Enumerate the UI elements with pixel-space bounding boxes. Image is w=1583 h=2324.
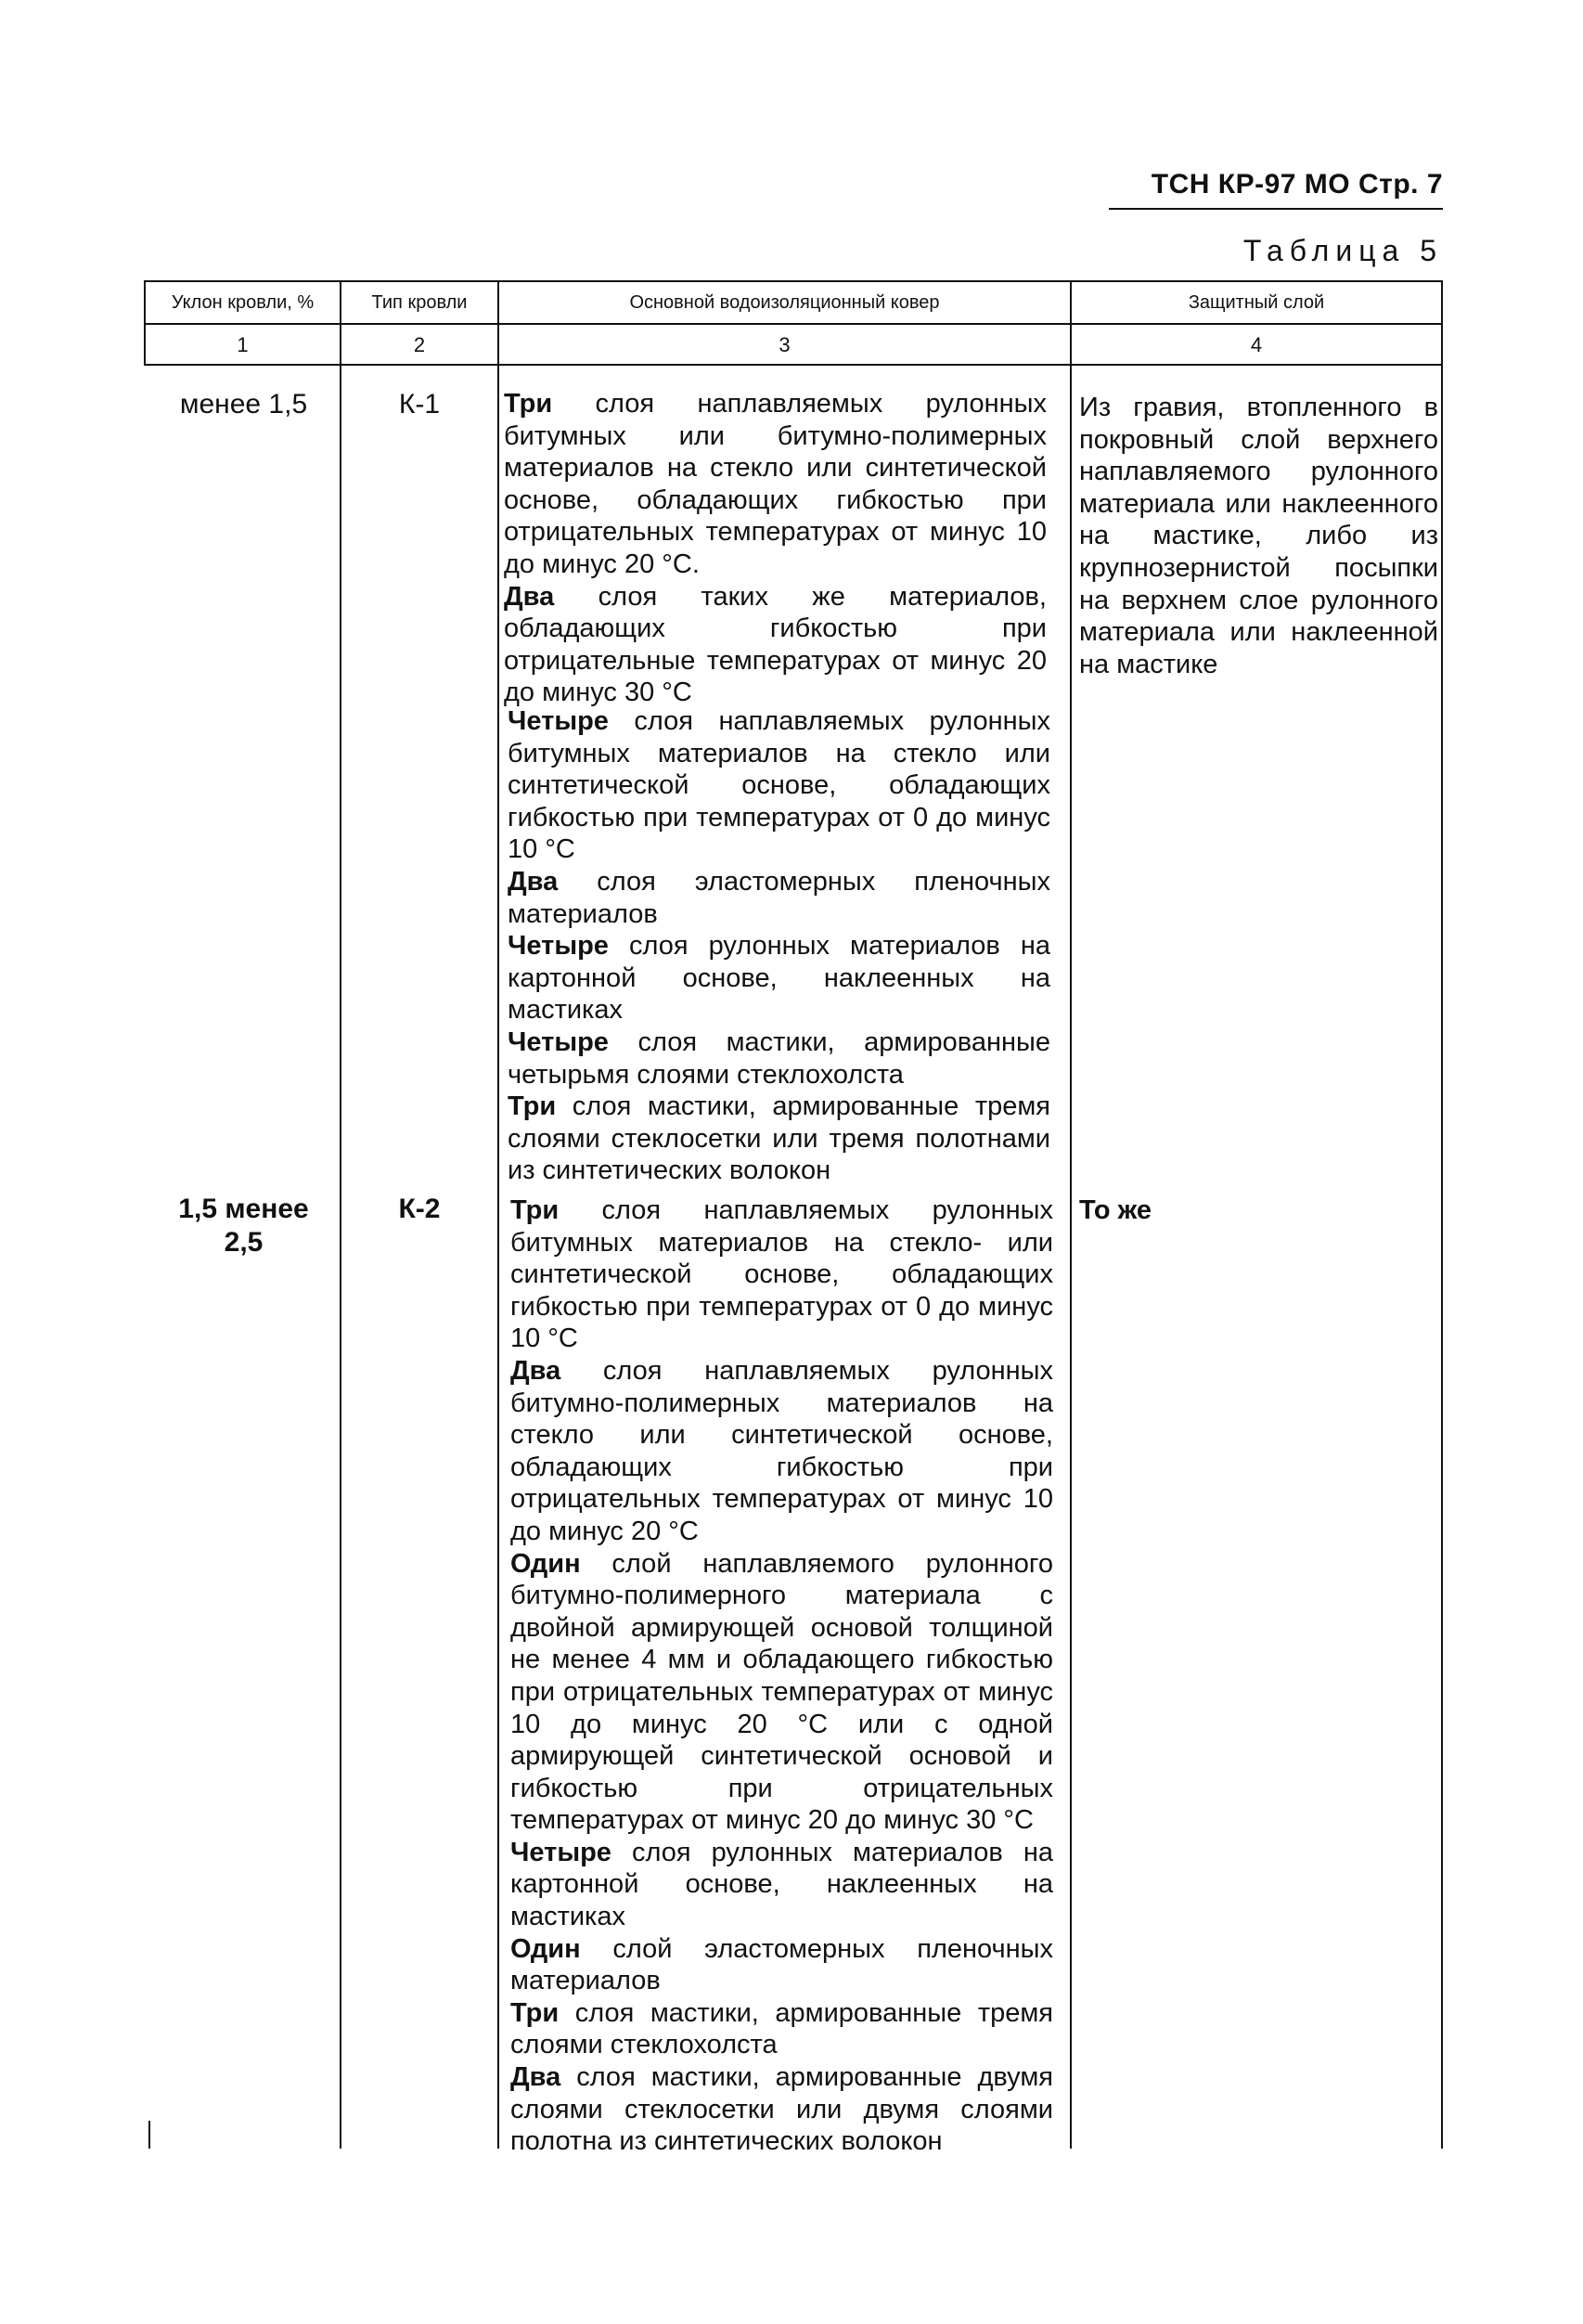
column-number-3: 3 [779, 333, 791, 356]
column-header-slope: Уклон кровли, % [171, 291, 315, 313]
carpet-paragraph: Два слоя таких же материалов, обладающих гибкостью при отрицательные температурах от минус 20 до минус 30 °С [504, 581, 1047, 708]
carpet-paragraph: Один слой наплавляемого рулонного битумно-полимерного материала с двойной армирующей основой толщиной не менее 4 мм и обладающего гибкостью при отрицательных температурах от минус 10 до минус 20 °С или с одной армирующей синтетической основой и гибкостью при отрицательных температурах от минус 20 до минус 30 °С [510, 1548, 1053, 1836]
column-header-type: Тип кровли [371, 291, 468, 313]
row2-slope-line2: 2,5 [224, 1227, 264, 1258]
table-label: Таблица 5 [1242, 234, 1443, 267]
carpet-paragraph: Четыре слоя рулонных материалов на картонной основе, наклеенных на мастиках [508, 931, 1050, 1026]
carpet-paragraph: Один слой эластомерных пленочных материалов [510, 1933, 1053, 1996]
column-header-protective: Защитный слой [1188, 291, 1325, 313]
document-reference: ТСН КР-97 МО Стр. 7 [1109, 169, 1443, 210]
number-row-bottom-border [144, 364, 1443, 366]
left-page-line [148, 2121, 150, 2149]
column-divider-1 [340, 280, 341, 2149]
column-number-1: 1 [237, 333, 249, 356]
carpet-paragraph: Два слоя наплавляемых рулонных битумно-полимерных материалов на стекло или синтетической основе, обладающих гибкостью при отрицательных температурах от минус 10 до минус 20 °С [510, 1355, 1053, 1546]
carpet-paragraph: Четыре слоя наплавляемых рулонных битумных материалов на стекло или синтетической основе, обладающих гибкостью при температурах от 0 до минус 10 °С [508, 706, 1050, 865]
carpet-paragraph: Три слоя наплавляемых рулонных битумных или битумно-полимерных материалов на стекло или синтетической основе, обладающих гибкостью при отрицательных температурах от минус 10 до минус 20 °С. [504, 389, 1047, 579]
column-divider-2 [497, 280, 499, 2149]
carpet-paragraph: Два слоя эластомерных пленочных материалов [508, 866, 1050, 929]
column-number-2: 2 [413, 333, 426, 356]
carpet-paragraph: Три слоя мастики, армированные тремя слоями стеклосетки или тремя полотнами из синтетических волокон [508, 1091, 1050, 1186]
row1-protective-layer: Из гравия, втопленного в покровный слой верхнего наплавляемого рулонного материала или наклеенного на мастике, либо из крупнозернистой посыпки на верхнем слое рулонного материала или наклеенной на мастике [1079, 393, 1438, 679]
row2-slope [148, 1193, 339, 1259]
column-divider-right [1441, 280, 1443, 2149]
row1-roof-type: К-1 [398, 389, 441, 420]
row2-protective-layer: То же [1079, 1195, 1152, 1225]
row1-carpet-group-2 [508, 705, 1050, 1187]
carpet-paragraph: Четыре слоя мастики, армированные четырьмя слоями стеклохолста [508, 1026, 1050, 1090]
carpet-paragraph: Три слоя мастики, армированные тремя слоями стеклохолста [510, 1997, 1053, 2060]
column-divider-3 [1070, 280, 1072, 2149]
row2-roof-type: К-2 [398, 1194, 441, 1224]
row2-carpet [510, 1194, 1053, 2158]
column-header-carpet: Основной водоизоляционный ковер [629, 291, 940, 313]
header-bottom-border [144, 323, 1443, 325]
row1-slope: менее 1,5 [179, 389, 308, 420]
row2-slope-line1: 1,5 менее [178, 1194, 309, 1224]
carpet-paragraph: Два слоя мастики, армированные двумя слоями стеклосетки или двумя слоями полотна из синтетических волокон [510, 2062, 1053, 2157]
carpet-paragraph: Три слоя наплавляемых рулонных битумных материалов на стекло- или синтетической основе, обладающих гибкостью при температурах от 0 до минус 10 °С [510, 1195, 1053, 1354]
carpet-paragraph: Четыре слоя рулонных материалов на картонной основе, наклеенных на мастиках [510, 1837, 1053, 1932]
row1-carpet-group-1 [504, 388, 1047, 709]
column-number-4: 4 [1250, 333, 1263, 356]
